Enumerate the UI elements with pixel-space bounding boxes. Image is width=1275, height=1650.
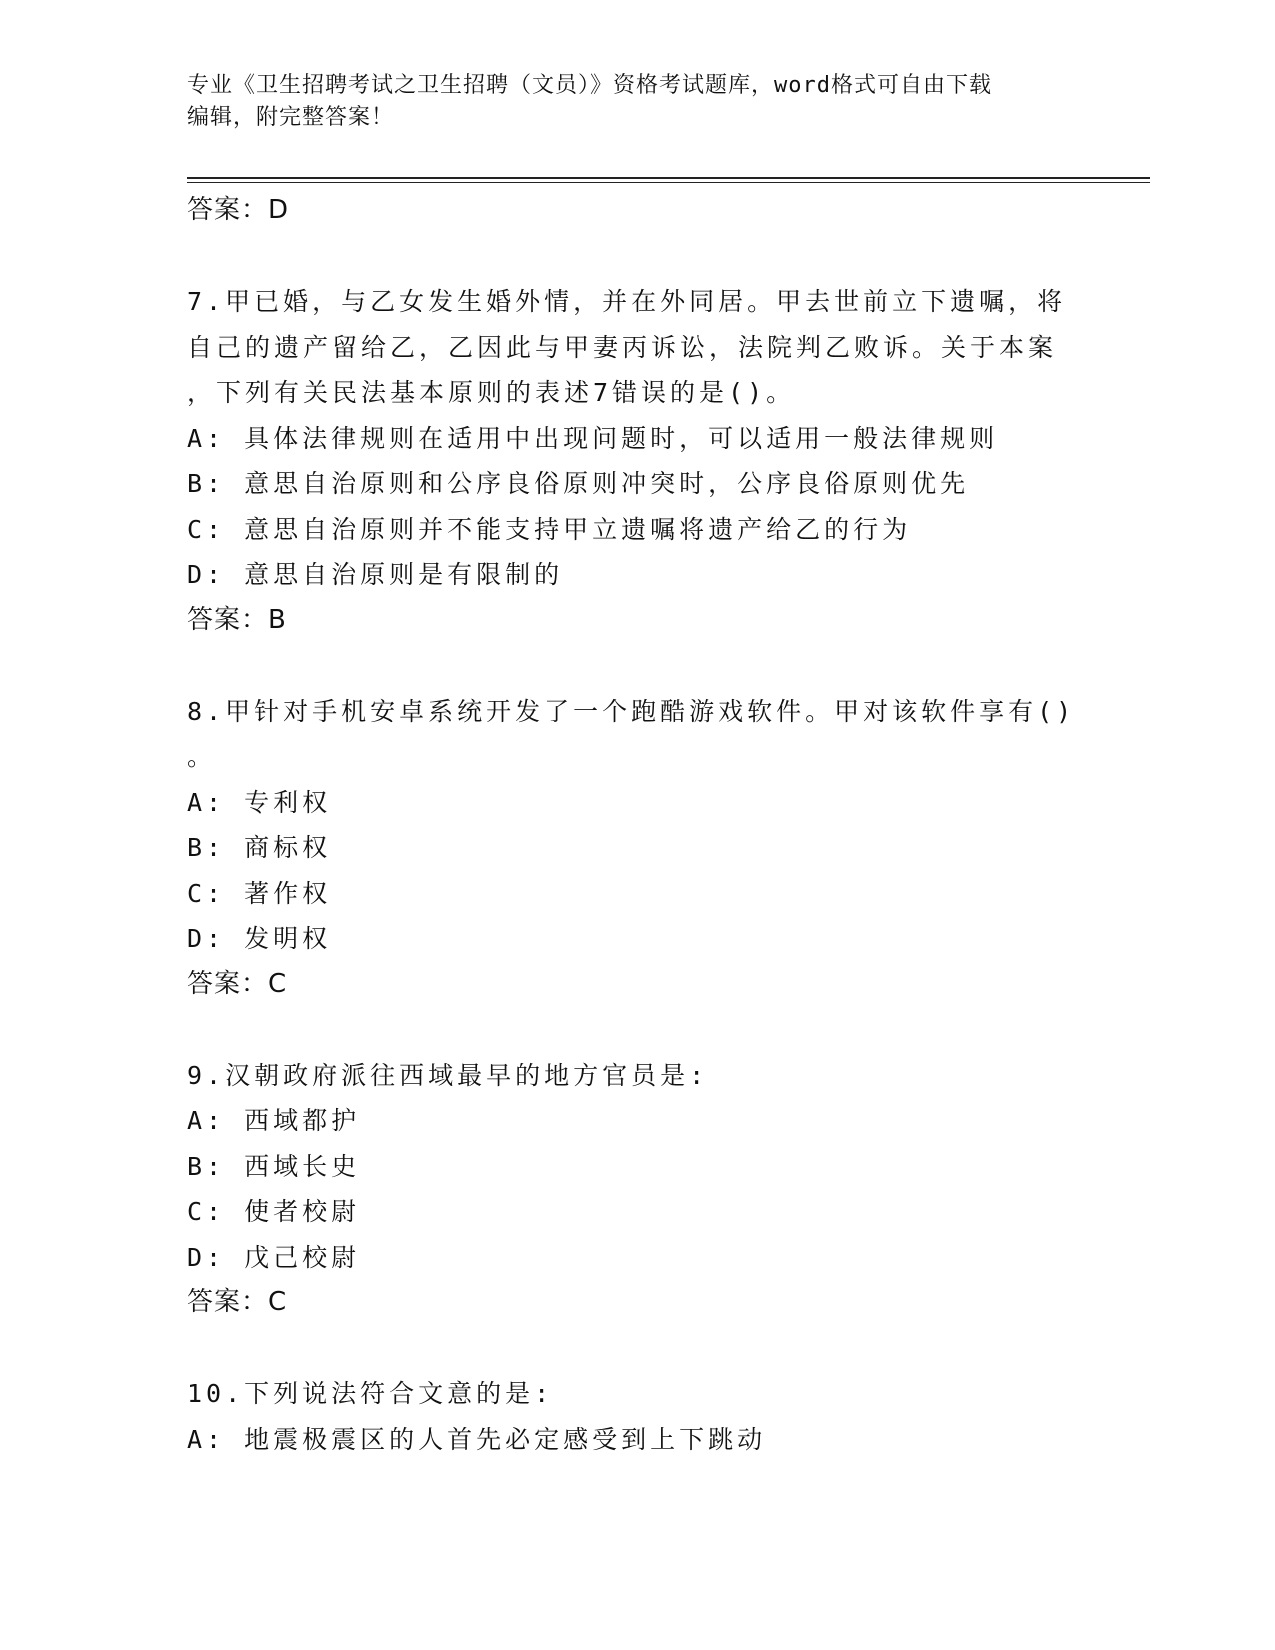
option-d: D: 发明权 xyxy=(187,924,332,953)
header-divider-thin xyxy=(187,182,1150,183)
option-d: D: 戊己校尉 xyxy=(187,1242,361,1272)
option-c: C: 使者校尉 xyxy=(187,1197,361,1226)
question-text-line: ，下列有关民法基本原则的表述7错误的是()。 xyxy=(187,378,796,407)
document-header xyxy=(187,70,1087,134)
option-a: A: 专利权 xyxy=(187,787,332,817)
option-c: C: 著作权 xyxy=(187,878,332,908)
option-a: A: 具体法律规则在适用中出现问题时，可以适用一般法律规则 xyxy=(187,423,999,453)
question-text-line: 9.汉朝政府派往西域最早的地方官员是: xyxy=(187,1060,709,1090)
option-a: A: 地震极震区的人首先必定感受到上下跳动 xyxy=(187,1424,767,1454)
question-7 xyxy=(187,279,1087,642)
header-divider-thick xyxy=(187,177,1150,179)
option-c: C: 意思自治原则并不能支持甲立遗嘱将遗产给乙的行为 xyxy=(187,514,912,544)
option-a: A: 西域都护 xyxy=(187,1106,361,1135)
header-line-1: 专业《卫生招聘考试之卫生招聘（文员）》资格考试题库，word格式可自由下载 xyxy=(187,73,992,98)
question-text-line: 自己的遗产留给乙，乙因此与甲妻丙诉讼，法院判乙败诉。关于本案 xyxy=(187,332,1058,362)
header-line-2: 编辑，附完整答案！ xyxy=(187,105,395,130)
answer: 答案：C xyxy=(187,968,288,999)
spacer xyxy=(187,232,1087,279)
answer: 答案：C xyxy=(187,1287,288,1317)
answer-previous: 答案：D xyxy=(187,195,290,225)
question-text-line: 8.甲针对手机安卓系统开发了一个跑酷游戏软件。甲对该软件享有() xyxy=(187,696,1076,726)
question-text-line: 。 xyxy=(187,742,217,771)
question-10 xyxy=(187,1371,1087,1462)
option-d: D: 意思自治原则是有限制的 xyxy=(187,560,564,589)
question-list xyxy=(187,188,1087,1462)
option-b: B: 商标权 xyxy=(187,833,332,862)
answer: 答案：B xyxy=(187,604,287,635)
spacer xyxy=(187,1006,1087,1053)
spacer xyxy=(187,642,1087,689)
question-text-line: 7.甲已婚，与乙女发生婚外情，并在外同居。甲去世前立下遗嘱，将 xyxy=(187,287,1067,316)
option-b: B: 意思自治原则和公序良俗原则冲突时，公序良俗原则优先 xyxy=(187,469,970,498)
option-b: B: 西域长史 xyxy=(187,1151,361,1181)
question-text-line: 10.下列说法符合文意的是: xyxy=(187,1379,554,1408)
question-9 xyxy=(187,1053,1087,1325)
question-8 xyxy=(187,689,1087,1006)
spacer xyxy=(187,1324,1087,1371)
